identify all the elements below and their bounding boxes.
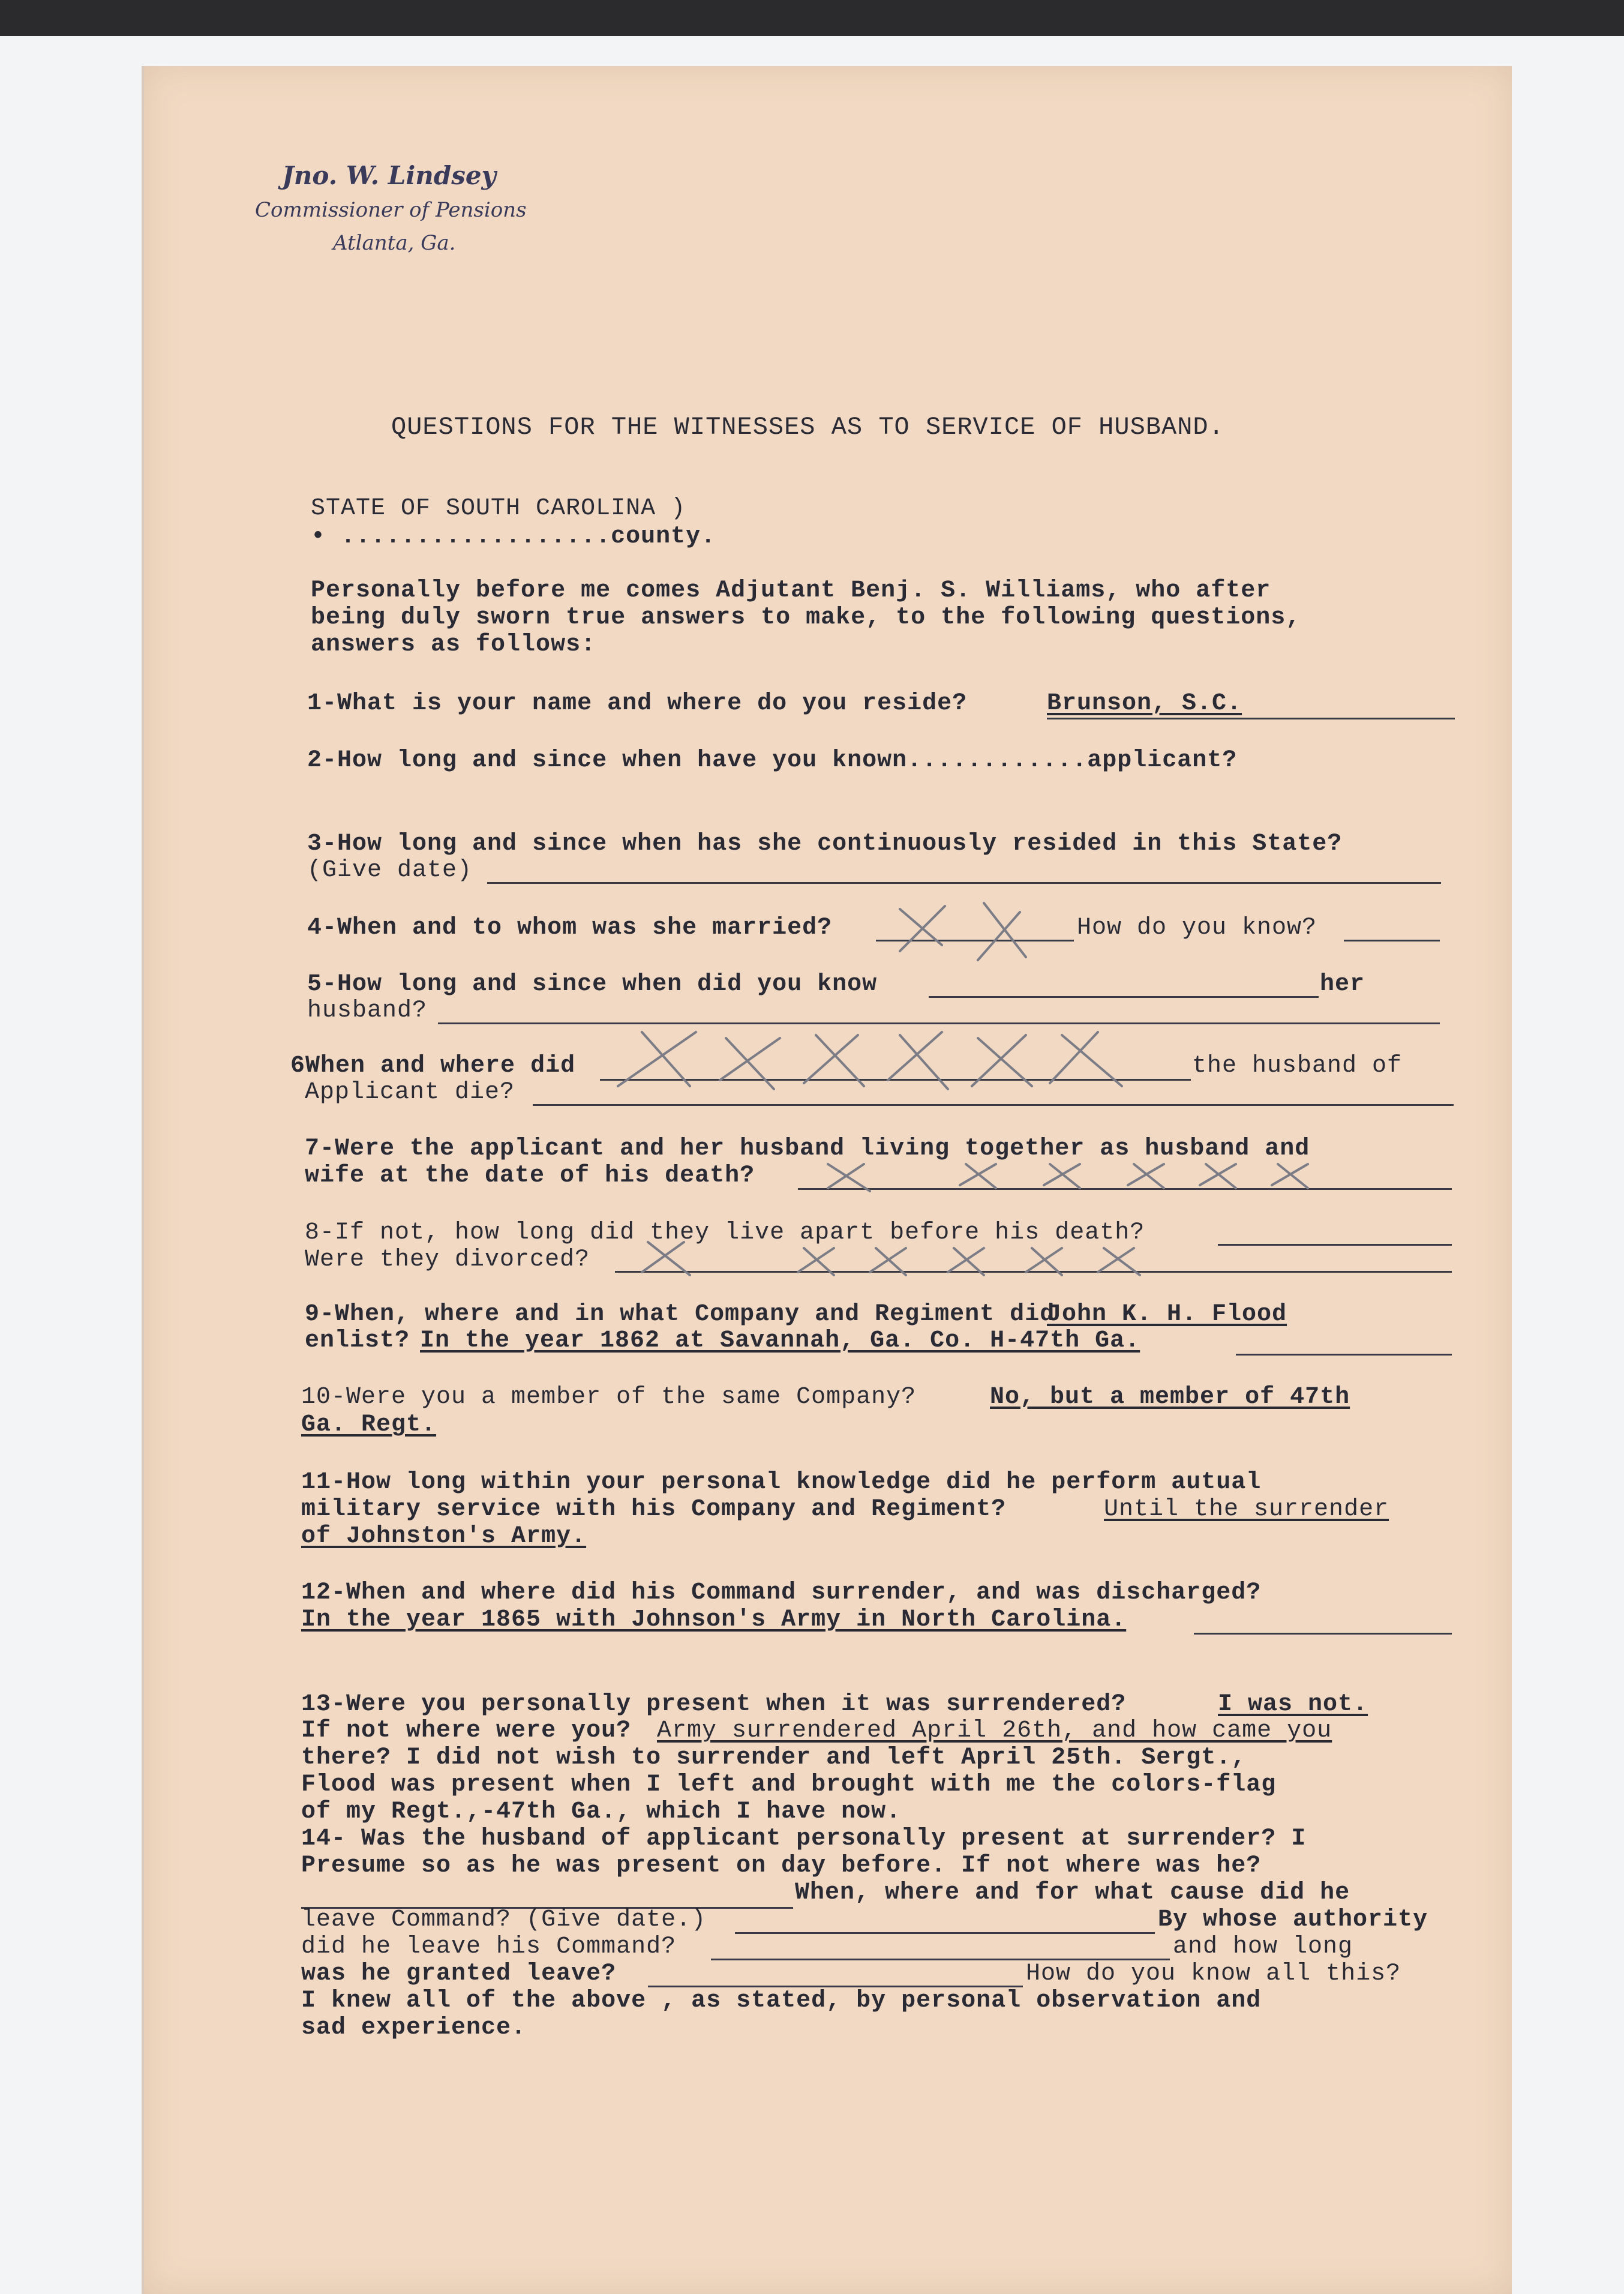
question-4-how-known: How do you know? (1077, 914, 1317, 941)
question-14-line-3: When, where and for what cause did he (795, 1879, 1350, 1906)
answer-14-line-b (735, 1932, 1155, 1934)
answer-10-line-2: Ga. Regt. (301, 1411, 437, 1438)
answer-10-line-1: No, but a member of 47th (990, 1384, 1350, 1411)
question-13-line-2: If not where were you? (301, 1717, 632, 1744)
question-14-line-6a: was he granted leave? (301, 1960, 617, 1987)
answer-13-line-2: Army surrendered April 26th, and how came you (657, 1717, 1332, 1744)
form-heading: QUESTIONS FOR THE WITNESSES AS TO SERVICE OF HUSBAND. (391, 413, 1224, 442)
answer-8-line-a (1218, 1244, 1452, 1246)
letterhead-city: Atlanta, Ga. (333, 231, 456, 255)
question-9-line-2: enlist? (305, 1327, 410, 1354)
question-14-line-4a: leave Command? (Give date.) (301, 1906, 707, 1933)
question-14-line-6b: How do you know all this? (1026, 1960, 1401, 1987)
answer-5-line-a (929, 996, 1319, 998)
question-13-line-1: 13-Were you personally present when it was surrendered? (301, 1691, 1127, 1718)
question-9-line-1: 9-When, where and in what Company and Regiment did (305, 1301, 1055, 1328)
question-14-line-1: 14- Was the husband of applicant personally present at surrender? I (301, 1825, 1307, 1852)
question-3-line-1: 3-How long and since when has she continuously resided in this State? (307, 830, 1343, 857)
answer-1-line (1047, 718, 1455, 719)
question-2: 2-How long and since when have you known............applicant? (307, 747, 1238, 774)
question-14-line-7: I knew all of the above , as stated, by personal observation and (301, 1987, 1262, 2014)
answer-12: In the year 1865 with Johnson's Army in North Carolina. (301, 1606, 1127, 1633)
question-8-line-2: Were they divorced? (305, 1246, 590, 1273)
state-line: STATE OF SOUTH CAROLINA ) (311, 495, 686, 522)
question-3-line-2: (Give date) (307, 857, 473, 884)
intro-line-1: Personally before me comes Adjutant Benj. S. Williams, who after (311, 577, 1271, 604)
answer-3-line (487, 882, 1441, 884)
question-14-line-8: sad experience. (301, 2014, 527, 2041)
answer-9-line (1236, 1354, 1452, 1356)
question-13-line-5: of my Regt.,-47th Ga., which I have now. (301, 1798, 902, 1825)
pencil-crossout-6 (606, 1020, 1158, 1104)
question-11-line-1: 11-How long within your personal knowledge did he perform autual (301, 1469, 1262, 1496)
question-8-line-1: 8-If not, how long did they live apart before his death? (305, 1219, 1145, 1246)
question-13-line-4: Flood was present when I left and brought with me the colors-flag (301, 1771, 1277, 1798)
answer-9-name: John K. H. Flood (1047, 1301, 1287, 1328)
question-5-her: her (1320, 971, 1365, 998)
scanner-top-band (0, 0, 1624, 36)
question-7-line-2: wife at the date of his death? (305, 1162, 755, 1189)
question-12-line-1: 12-When and where did his Command surrender, and was discharged? (301, 1579, 1262, 1606)
question-1: 1-What is your name and where do you reside? (307, 690, 968, 717)
question-13-line-3: there? I did not wish to surrender and left April 25th. Sergt., (301, 1744, 1247, 1771)
pencil-crossout-4 (888, 900, 1044, 972)
question-14-line-4b: By whose authority (1158, 1906, 1428, 1933)
answer-6-line-b (533, 1104, 1454, 1106)
question-4: 4-When and to whom was she married? (307, 914, 833, 941)
question-5-line-1: 5-How long and since when did you know (307, 971, 878, 998)
question-10: 10-Were you a member of the same Company? (301, 1384, 917, 1411)
pencil-crossout-7 (816, 1152, 1416, 1200)
county-line: • ..................county. (311, 523, 716, 550)
answer-12-line (1194, 1633, 1452, 1635)
question-7-line-1: 7-Were the applicant and her husband living together as husband and (305, 1135, 1310, 1162)
answer-11-line-2: of Johnston's Army. (301, 1523, 587, 1550)
pencil-crossout-8 (630, 1224, 1230, 1284)
question-11-line-2: military service with his Company and Regiment? (301, 1496, 1007, 1523)
answer-11-line-1: Until the surrender (1104, 1496, 1389, 1523)
question-6-husband-of: the husband of (1192, 1052, 1403, 1079)
question-5-line-2: husband? (307, 997, 428, 1024)
question-14-line-2: Presume so as he was present on day before. If not where was he? (301, 1852, 1262, 1879)
answer-13-line-1: I was not. (1218, 1691, 1368, 1718)
answer-1: Brunson, S.C. (1047, 690, 1242, 717)
answer-4b-line (1344, 940, 1440, 941)
question-14-line-5b: and how long (1173, 1933, 1353, 1960)
letterhead-title: Commissioner of Pensions (255, 198, 527, 222)
intro-line-3: answers as follows: (311, 631, 596, 658)
letterhead-name: Jno. W. Lindsey (282, 161, 496, 190)
question-6-line-2: Applicant die? (305, 1079, 515, 1106)
question-14-line-5a: did he leave his Command? (301, 1933, 677, 1960)
answer-9: In the year 1862 at Savannah, Ga. Co. H-47th Ga. (420, 1327, 1140, 1354)
intro-line-2: being duly sworn true answers to make, to the following questions, (311, 604, 1301, 631)
question-6-line-1: 6When and where did (290, 1052, 576, 1079)
